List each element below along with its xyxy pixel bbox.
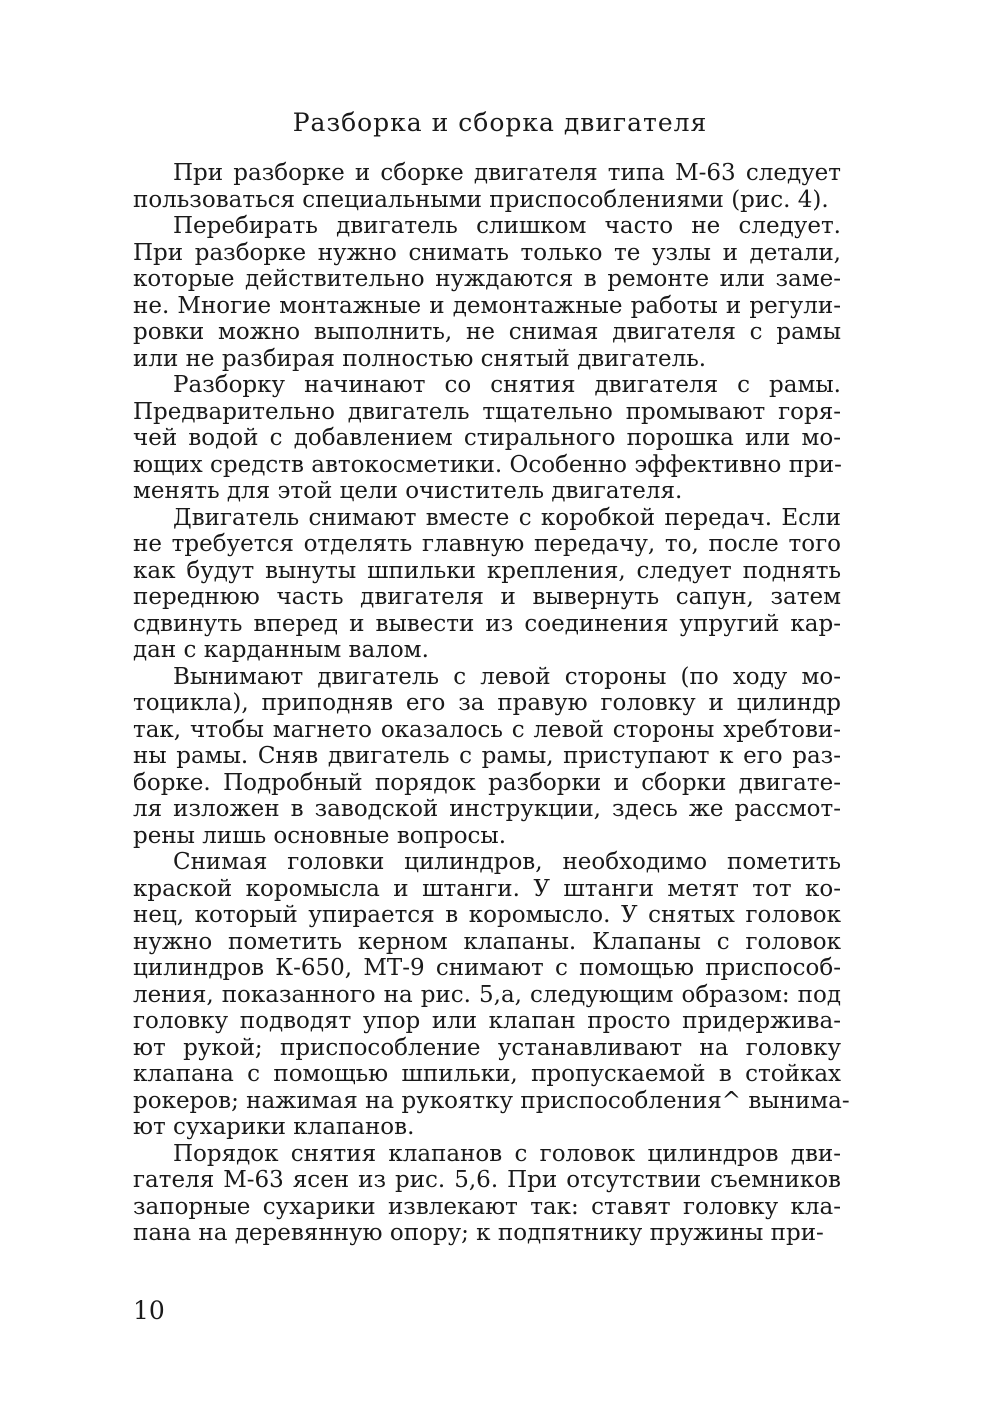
text-line: Вынимают двигатель с левой стороны (по ходу мо-: [173, 663, 841, 690]
text-line: как будут вынуты шпильки крепления, следует поднять: [133, 557, 841, 584]
text-line: борке. Подробный порядок разборки и сборки двигате-: [133, 769, 841, 796]
text-line: ющих средств автокосметики. Особенно эффективно при-: [133, 451, 842, 478]
text-line: менять для этой цели очиститель двигателя.: [133, 478, 683, 504]
text-line: переднюю часть двигателя и вывернуть сапун, затем: [133, 584, 841, 610]
text-line: Предварительно двигатель тщательно промывают горя-: [133, 398, 841, 425]
text-line: При разборке и сборке двигателя типа М-63 следует: [173, 160, 841, 186]
text-line: Снимая головки цилиндров, необходимо пометить: [173, 849, 841, 875]
text-line: ления, показанного на рис. 5,а, следующим образом: под: [133, 981, 841, 1008]
text-line: нец, который упирается в коромысло. У снятых головок: [133, 902, 841, 928]
body-text: [133, 160, 850, 1247]
text-line: ровки можно выполнить, не снимая двигателя с рамы: [133, 319, 841, 345]
text-line: рены лишь основные вопросы.: [133, 822, 507, 849]
section-title: Разборка и сборка двигателя: [292, 108, 708, 137]
text-line: чей водой с добавлением стирального порошка или мо-: [133, 425, 841, 451]
text-line: сдвинуть вперед и вывести из соединения упругий кар-: [133, 610, 841, 637]
text-line: тоцикла), приподняв его за правую головку и цилиндр: [133, 690, 841, 716]
text-line: запорные сухарики извлекают так: ставят головку кла-: [133, 1193, 841, 1220]
text-line: пользоваться специальными приспособлениями (рис. 4).: [133, 186, 829, 213]
text-line: краской коромысла и штанги. У штанги метят тот ко-: [133, 875, 841, 902]
text-line: ля изложен в заводской инструкции, здесь же рассмот-: [133, 796, 841, 822]
text-line: дан с карданным валом.: [133, 637, 429, 663]
text-line: При разборке нужно снимать только те узлы и детали,: [133, 239, 841, 266]
text-line: гателя М-63 ясен из рис. 5,6. При отсутствии съемников: [133, 1167, 841, 1193]
text-line: головку подводят упор или клапан просто придержива-: [133, 1008, 841, 1034]
text-line: рокеров; нажимая на рукоятку приспособления^ вынима-: [133, 1087, 850, 1114]
text-line: Порядок снятия клапанов с головок цилиндров дви-: [173, 1140, 841, 1167]
text-line: клапана с помощью шпильки, пропускаемой в стойках: [133, 1061, 841, 1087]
text-line: не. Многие монтажные и демонтажные работы и регули-: [133, 292, 841, 319]
text-line: так, чтобы магнето оказалось с левой стороны хребтови-: [133, 716, 841, 743]
text-line: нужно пометить керном клапаны. Клапаны с головок: [133, 928, 841, 955]
text-line: не требуется отделять главную передачу, то, после того: [133, 531, 841, 557]
text-line: пана на деревянную опору; к подпятнику пружины при-: [133, 1220, 824, 1246]
text-line: или не разбирая полностью снятый двигатель.: [133, 345, 707, 372]
text-line: ны рамы. Сняв двигатель с рамы, приступают к его раз-: [133, 743, 841, 769]
text-line: ют сухарики клапанов.: [133, 1114, 415, 1140]
text-line: цилиндров К-650, МТ-9 снимают с помощью приспособ-: [133, 955, 841, 981]
page-number: 10: [133, 1296, 165, 1325]
text-line: которые действительно нуждаются в ремонте или заме-: [133, 266, 841, 292]
text-line: Разборку начинают со снятия двигателя с рамы.: [173, 372, 841, 398]
text-line: Перебирать двигатель слишком часто не следует.: [173, 213, 841, 239]
text-line: Двигатель снимают вместе с коробкой передач. Если: [173, 504, 841, 531]
text-line: ют рукой; приспособление устанавливают на головку: [133, 1034, 841, 1061]
